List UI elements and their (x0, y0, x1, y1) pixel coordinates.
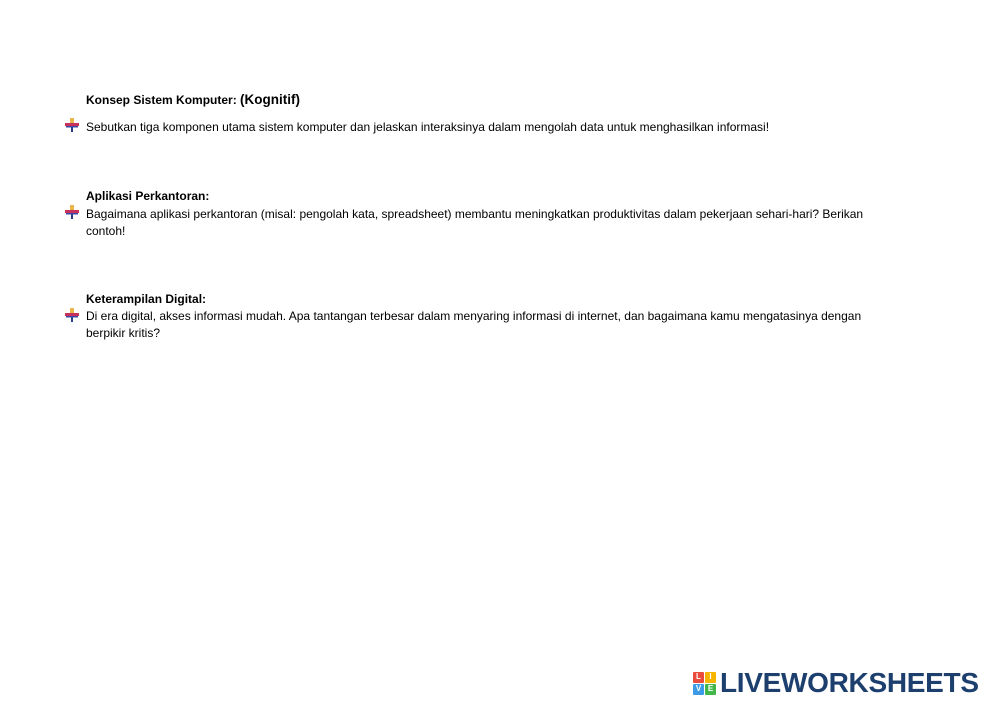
section-3-heading-text: Keterampilan Digital: (86, 292, 207, 306)
section-1-question: Sebutkan tiga komponen utama sistem komputer dan jelaskan interaksinya dalam mengolah data untuk menghasilkan informasi! (86, 120, 770, 134)
section-1-heading-text: Konsep Sistem Komputer: (86, 93, 237, 107)
pushpin-bullet-icon (64, 204, 80, 220)
section-2-heading-text: Aplikasi Perkantoran: (86, 189, 210, 203)
logo-tile-e: E (705, 684, 716, 695)
logo-tile-v: V (693, 684, 704, 695)
section-3-question: Di era digital, akses informasi mudah. Apa tantangan terbesar dalam menyaring informasi di internet, dan bagaimana kamu mengatasinya dengan berpikir kritis? (86, 309, 862, 340)
section-1-heading (86, 92, 300, 107)
pushpin-bullet-icon (64, 307, 80, 323)
logo-grid-icon (693, 672, 716, 695)
section-3-heading (86, 292, 206, 306)
section-2-heading (86, 189, 209, 203)
section-2-question: Bagaimana aplikasi perkantoran (misal: pengolah kata, spreadsheet) membantu meningkatkan produktivitas dalam pekerjaan sehari-hari? Berikan contoh! (86, 207, 864, 238)
logo-tile-l: L (693, 672, 704, 683)
pushpin-bullet-icon (64, 117, 80, 133)
section-1-heading-suffix: (Kognitif) (240, 92, 301, 107)
liveworksheets-logo (693, 669, 979, 697)
logo-text: LIVEWORKSHEETS (720, 667, 979, 698)
logo-tile-i: I (705, 672, 716, 683)
